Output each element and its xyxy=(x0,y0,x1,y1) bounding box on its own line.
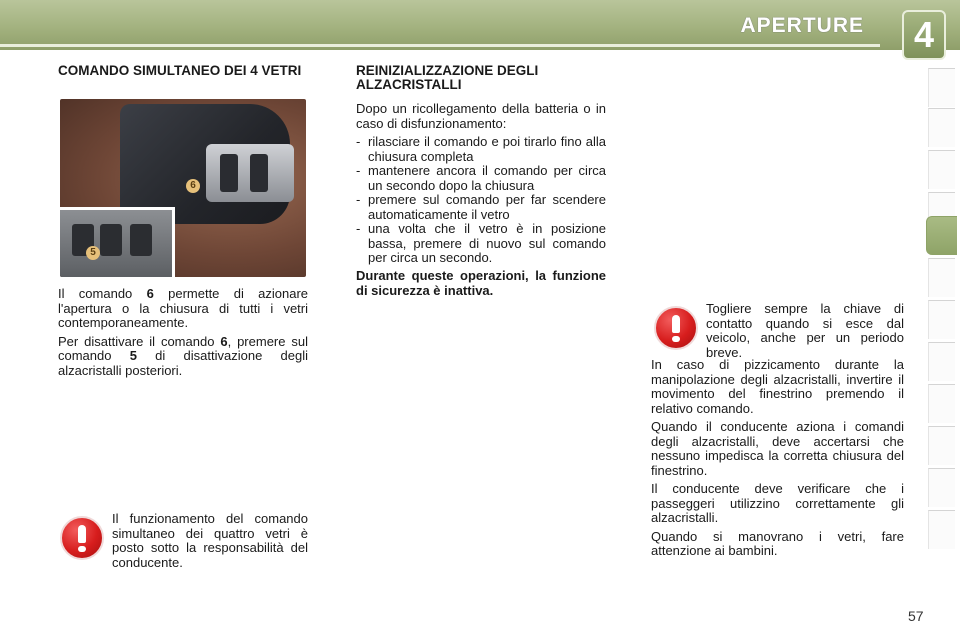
warning-icon xyxy=(60,516,104,560)
photo-marker-5: 5 xyxy=(86,246,100,260)
reset-step: - rilasciare il comando e poi tirarlo fino alla chiusura completa xyxy=(356,135,606,164)
safety-paragraph: Quando si manovrano i vetri, fare attenzione ai bambini. xyxy=(651,528,904,558)
simultaneous-description xyxy=(58,287,308,382)
window-switch-key xyxy=(220,154,238,192)
window-switch-photo xyxy=(60,99,306,277)
chapter-tab-active[interactable] xyxy=(926,216,957,255)
section-heading-reset: REINIZIALIZZAZIONE DEGLI ALZACRISTALLI xyxy=(356,63,539,92)
control-number: 6 xyxy=(220,333,228,349)
page-number: 57 xyxy=(908,608,924,624)
chapter-tab[interactable] xyxy=(928,300,955,339)
window-switch-plate xyxy=(206,144,294,202)
reset-steps xyxy=(356,135,606,266)
safety-inactive-note: Durante queste operazioni, la funzione di sicurezza è inattiva. xyxy=(356,268,606,298)
chapter-title: APERTURE xyxy=(740,14,864,37)
remove-key-warning: Togliere sempre la chiave di contatto quando si esce dal veicolo, anche per un periodo breve. xyxy=(706,301,904,360)
text-run: di disattivazione degli alzacristalli posteriori. xyxy=(58,348,308,378)
simultaneous-paragraph-1 xyxy=(58,287,308,331)
chapter-tab[interactable] xyxy=(928,468,955,507)
safety-paragraph: Quando il conducente aziona i comandi degli alzacristalli, deve accertarsi che nessuno impedisca la corretta chiusura del finestrino. xyxy=(651,419,904,478)
chapter-tab[interactable] xyxy=(928,384,955,423)
safety-guidelines xyxy=(651,358,904,563)
safety-paragraph: Il conducente deve verificare che i passeggeri utilizzino correttamente gli alzacristalli. xyxy=(651,481,904,525)
reset-step: - premere sul comando per far scendere automaticamente il vetro xyxy=(356,193,606,222)
chapter-tab[interactable] xyxy=(928,510,955,549)
text-run: Il comando xyxy=(58,286,147,301)
text-run: permette di azionare l'apertura o la chiusura di tutti i vetri contemporaneamente. xyxy=(58,286,308,330)
chapter-tab[interactable] xyxy=(928,108,955,147)
photo-marker-6: 6 xyxy=(186,179,200,193)
chapter-number-badge: 4 xyxy=(902,10,946,60)
chapter-tab-index xyxy=(928,68,960,573)
control-number: 6 xyxy=(146,286,154,301)
reset-step: - mantenere ancora il comando per circa un secondo dopo la chiusura xyxy=(356,164,606,193)
reset-step: - una volta che il vetro è in posizione bassa, premere di nuovo sul comando per circa un secondo. xyxy=(356,222,606,266)
inset-switch xyxy=(130,224,152,256)
chapter-tab[interactable] xyxy=(928,258,955,297)
inset-switch xyxy=(100,224,122,256)
text-run: Per disattivare il comando xyxy=(58,333,221,349)
reset-procedure xyxy=(356,102,606,266)
window-switch-key xyxy=(250,154,268,192)
section-heading-simultaneous: COMANDO SIMULTANEO DEI 4 VETRI xyxy=(58,63,302,78)
chapter-header-band xyxy=(0,0,960,50)
driver-responsibility-warning: Il funzionamento del comando simultaneo dei quattro vetri è posto sotto la responsabilità del conducente. xyxy=(112,511,308,570)
door-armrest-panel xyxy=(120,104,290,224)
chapter-tab[interactable] xyxy=(928,150,955,189)
chapter-tab[interactable] xyxy=(928,342,955,381)
reset-intro: Dopo un ricollegamento della batteria o in caso di disfunzionamento: xyxy=(356,101,606,131)
rear-lock-inset xyxy=(60,207,175,277)
safety-paragraph: In caso di pizzicamento durante la manipolazione degli alzacristalli, invertire il movimento del finestrino premendo il relativo comando. xyxy=(651,357,904,416)
chapter-tab[interactable] xyxy=(928,426,955,465)
header-stripe xyxy=(0,44,880,47)
simultaneous-paragraph-2 xyxy=(58,335,308,379)
text-run: , premere sul comando xyxy=(58,333,308,363)
control-number: 5 xyxy=(129,348,137,363)
warning-icon xyxy=(654,306,698,350)
chapter-tab[interactable] xyxy=(928,68,955,107)
